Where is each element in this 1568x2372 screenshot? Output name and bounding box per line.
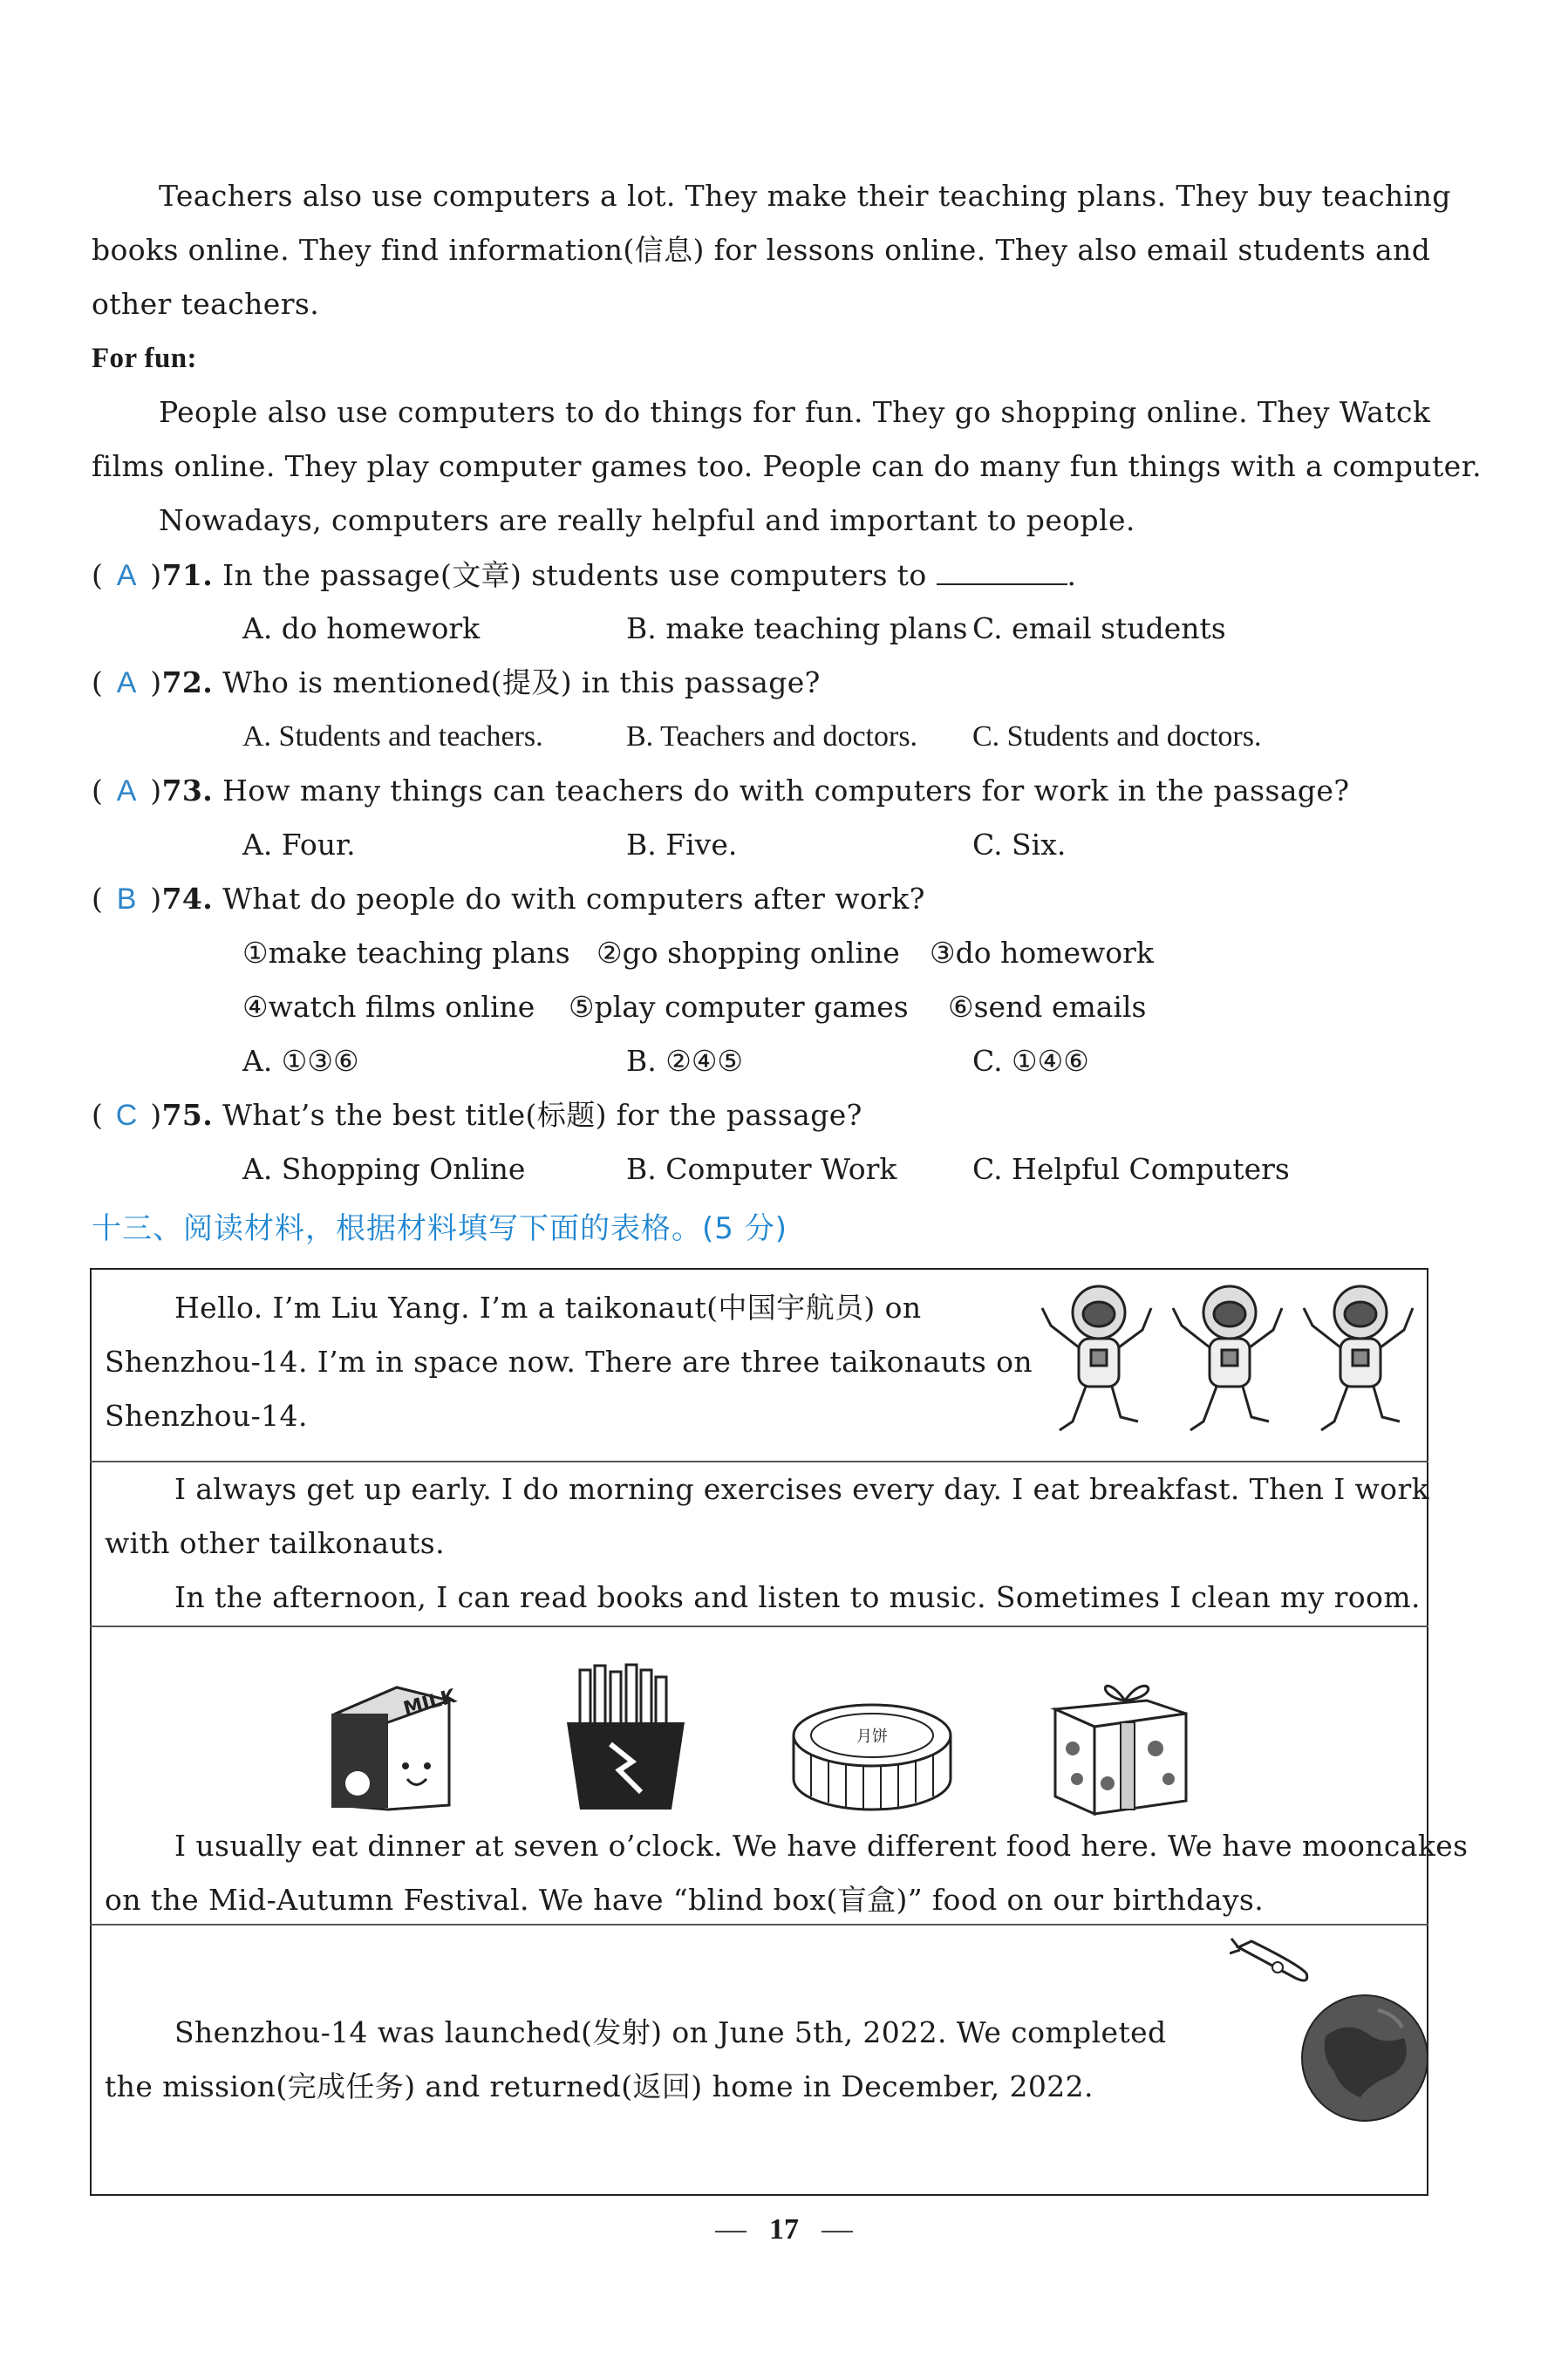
row1-line: Hello. I’m Liu Yang. I’m a taikonaut(中国宇航员) on [174,1291,922,1325]
choice-item: ②go shopping online [597,936,900,970]
question-73 [92,774,1349,808]
rocket-icon [1230,1934,1317,1995]
question-75 [92,1098,862,1133]
option-b: B. ②④⑤ [626,1044,743,1078]
answer-74[interactable]: B [116,883,137,916]
row2-line: I always get up early. I do morning exercises every day. I eat breakfast. Then I work [174,1472,1430,1506]
for-fun-label: For fun: [92,343,197,374]
option-c: C. Helpful Computers [972,1152,1290,1186]
page-number-dash [821,2231,853,2232]
answer-blank[interactable] [937,557,1067,585]
french-fries-icon [558,1661,693,1814]
choice-item: ⑥send emails [948,990,1147,1024]
blank-period: . [1067,558,1077,592]
option-a: A. Four. [242,828,356,862]
option-a: A. ①③⑥ [242,1044,359,1078]
question-72 [92,665,821,700]
milk-label: MILK [401,1685,459,1721]
astronaut-icon [1173,1286,1282,1430]
question-number: 73. [161,774,214,808]
option-a: A. do homework [242,611,481,645]
option-b: B. make teaching plans [626,611,968,645]
question-number: 74. [161,882,214,916]
answer-72[interactable]: A [116,666,137,699]
astronaut-icon [1042,1286,1151,1430]
mooncake-label: 月饼 [856,1728,888,1746]
choice-item: ④watch films online [242,990,535,1024]
milk-carton-icon [318,1661,462,1814]
paren-close: ) [150,558,162,592]
option-b: B. Teachers and doctors. [626,720,918,753]
paren-open: ( [92,558,104,592]
passage-line: Teachers also use computers a lot. They make their teaching plans. They buy teaching [159,179,1451,213]
question-text: How many things can teachers do with computers for work in the passage? [222,774,1350,808]
option-a: A. Students and teachers. [242,720,543,753]
answer-71[interactable]: A [116,559,137,592]
paren-close: ) [150,882,162,916]
paren-close: ) [150,665,162,699]
mooncake-icon [789,1696,955,1814]
paren-close: ) [150,1098,162,1132]
option-b: B. Computer Work [626,1152,897,1186]
paren-close: ) [150,774,162,808]
paren-open: ( [92,774,104,808]
page-number [0,2213,1568,2246]
question-number: 75. [161,1098,214,1132]
choice-item: ①make teaching plans [242,936,570,970]
row4-line: the mission(完成任务) and returned(返回) home in December, 2022. [105,2069,1094,2103]
answer-73[interactable]: A [116,774,137,808]
question-text: What do people do with computers after work? [222,882,925,916]
paren-open: ( [92,882,104,916]
question-number: 72. [161,665,214,699]
section-heading: 十三、阅读材料，根据材料填写下面的表格。(5 分) [92,1211,787,1246]
choice-item: ③do homework [930,936,1154,970]
option-c: C. ①④⑥ [972,1044,1089,1078]
row1-line: Shenzhou-14. I’m in space now. There are three taikonauts on [105,1345,1033,1379]
question-text: In the passage(文章) students use computers to [222,558,927,592]
row2-line: In the afternoon, I can read books and listen to music. Sometimes I clean my room. [174,1580,1421,1614]
earth-icon [1299,1993,1430,2123]
question-number: 71. [161,558,214,592]
page-number-dash [715,2231,747,2232]
passage-line: People also use computers to do things for fun. They go shopping online. They Watck [159,395,1431,429]
question-71 [92,557,1076,593]
passage-line: other teachers. [92,287,320,321]
table-divider [90,1626,1428,1627]
row1-line: Shenzhou-14. [105,1399,308,1433]
question-text: What’s the best title(标题) for the passage? [222,1098,862,1132]
option-c: C. email students [972,611,1226,645]
table-divider [90,1461,1428,1462]
option-c: C. Students and doctors. [972,720,1262,753]
row2-line: with other tailkonauts. [105,1526,445,1560]
paren-open: ( [92,1098,104,1132]
passage-line: books online. They find information(信息) for lessons online. They also email students and [92,233,1431,267]
page-number-value: 17 [769,2213,799,2246]
choice-item: ⑤play computer games [569,990,909,1024]
question-74 [92,882,925,917]
astronaut-icon [1304,1286,1413,1430]
option-c: C. Six. [972,828,1067,862]
table-divider [90,1924,1428,1926]
row3-line: on the Mid-Autumn Festival. We have “blind box(盲盒)” food on our birthdays. [105,1883,1265,1917]
row4-line: Shenzhou-14 was launched(发射) on June 5th, 2022. We completed [174,2015,1167,2049]
option-a: A. Shopping Online [242,1152,526,1186]
taikonauts-illustration [1033,1273,1426,1443]
answer-75[interactable]: C [115,1099,138,1132]
row3-line: I usually eat dinner at seven o’clock. We have different food here. We have mooncakes [174,1829,1469,1863]
passage-line: Nowadays, computers are really helpful and important to people. [159,503,1135,537]
paren-open: ( [92,665,104,699]
passage-line: films online. They play computer games too. People can do many fun things with a computer. [92,449,1483,483]
option-b: B. Five. [626,828,738,862]
question-text: Who is mentioned(提及) in this passage? [222,665,821,699]
gift-box-icon [1042,1661,1199,1818]
